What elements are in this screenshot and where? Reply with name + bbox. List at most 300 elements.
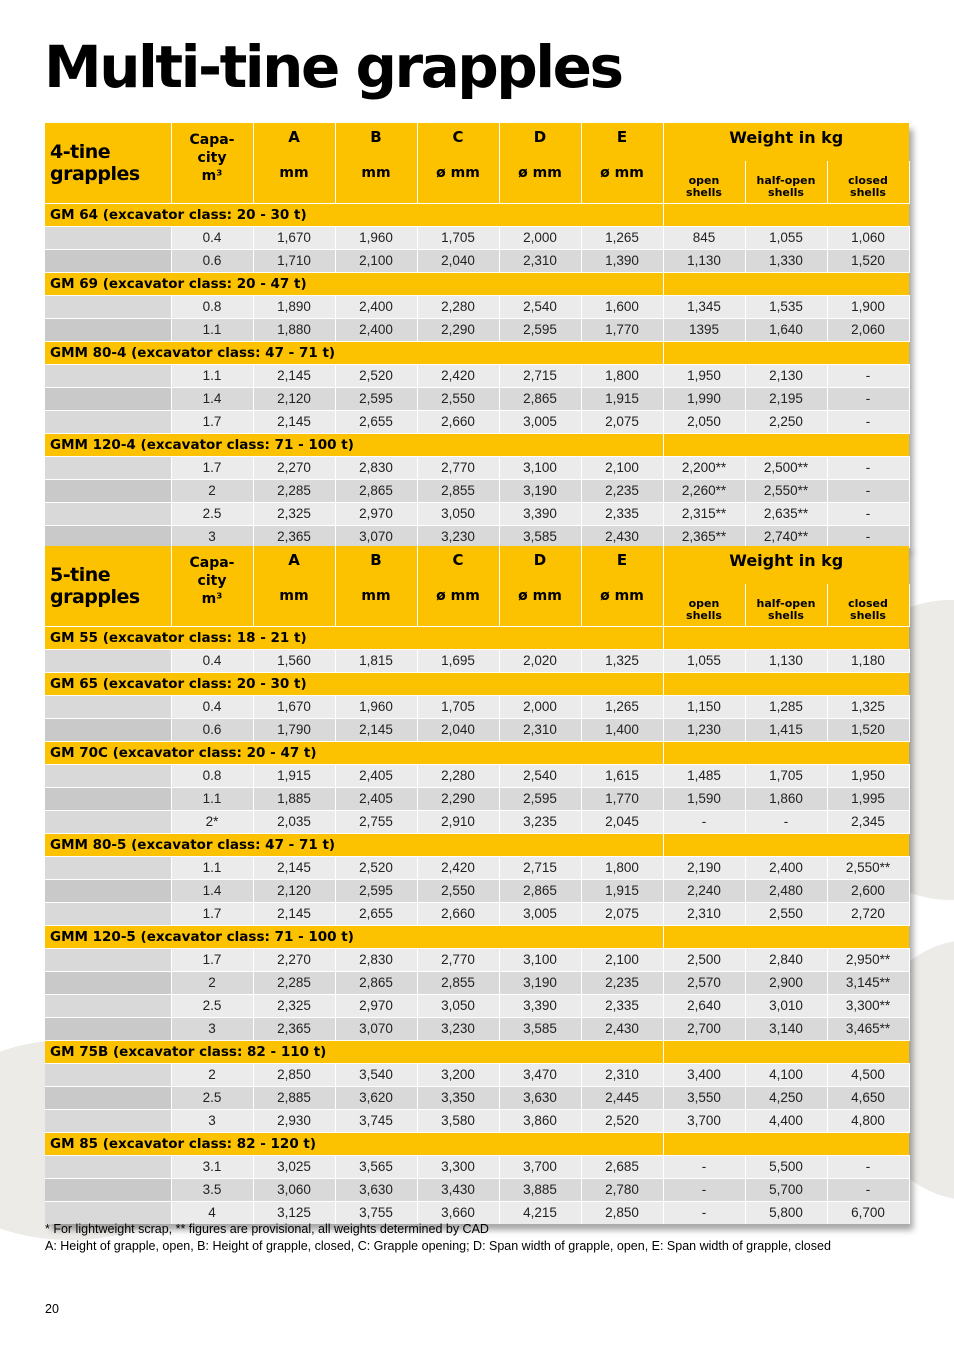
- table-cell: 2,310: [499, 718, 581, 741]
- table-cell: 1,535: [745, 295, 827, 318]
- table-cell: 1,770: [581, 787, 663, 810]
- group-title: GM 69 (excavator class: 20 - 47 t): [45, 272, 663, 295]
- table-cell: 2,235: [581, 479, 663, 502]
- table-cell: 1395: [663, 318, 745, 341]
- dimension-header: [417, 546, 499, 626]
- table-cell: 1,130: [745, 649, 827, 672]
- dimension-unit: ø mm: [600, 587, 644, 604]
- weight-header: [663, 546, 909, 584]
- table-cell: 2,100: [581, 948, 663, 971]
- table-cell: 3,100: [499, 948, 581, 971]
- table-cell: 1.4: [171, 387, 253, 410]
- table-cell: 1,770: [581, 318, 663, 341]
- table-cell: 1,345: [663, 295, 745, 318]
- table-cell: 3,190: [499, 479, 581, 502]
- table-cell: 1,180: [827, 649, 909, 672]
- table-cell: 0.4: [171, 649, 253, 672]
- header-row: [45, 546, 909, 584]
- table-cell: 1,695: [417, 649, 499, 672]
- table-cell: 3,190: [499, 971, 581, 994]
- table-row: [45, 695, 909, 718]
- table-cell: 2,145: [253, 856, 335, 879]
- dimension-unit: ø mm: [436, 164, 480, 181]
- table-cell: 0.6: [171, 718, 253, 741]
- table-cell: 1,670: [253, 226, 335, 249]
- page-number: 20: [45, 1302, 59, 1316]
- table-title: 4-tine grapples: [45, 123, 171, 203]
- table-cell: 2,430: [581, 1017, 663, 1040]
- table-cell: 2,235: [581, 971, 663, 994]
- dimension-header: [581, 123, 663, 203]
- table-cell: 1,330: [745, 249, 827, 272]
- table-cell: 2,550**: [827, 856, 909, 879]
- spec-table: [45, 123, 910, 548]
- table-cell: 1,915: [253, 764, 335, 787]
- group-title: GMM 120-4 (excavator class: 71 - 100 t): [45, 433, 663, 456]
- row-label-cell: [45, 994, 171, 1017]
- table-cell: 2,770: [417, 456, 499, 479]
- group-row: [45, 626, 909, 649]
- row-label-cell: [45, 1063, 171, 1086]
- table-row: [45, 1109, 909, 1132]
- group-fill: [663, 626, 909, 649]
- group-title: GMM 80-5 (excavator class: 47 - 71 t): [45, 833, 663, 856]
- table-cell: 6,700: [827, 1201, 909, 1224]
- table-cell: 1,415: [745, 718, 827, 741]
- table-row: [45, 764, 909, 787]
- table-cell: 2,520: [335, 364, 417, 387]
- group-title: GM 75B (excavator class: 82 - 110 t): [45, 1040, 663, 1063]
- table-cell: 2,520: [335, 856, 417, 879]
- table-cell: 2,145: [335, 718, 417, 741]
- dimension-header: [335, 546, 417, 626]
- weight-subheader: open shells: [663, 161, 745, 203]
- table-cell: 1.1: [171, 787, 253, 810]
- table-cell: 2,100: [581, 456, 663, 479]
- table-row: [45, 971, 909, 994]
- dimension-header: [581, 546, 663, 626]
- table-cell: 2,855: [417, 479, 499, 502]
- table-cell: 1,325: [581, 649, 663, 672]
- table-cell: 2,270: [253, 456, 335, 479]
- table-cell: 2,310: [663, 902, 745, 925]
- dimension-header: [499, 546, 581, 626]
- table-cell: 2,635**: [745, 502, 827, 525]
- table-cell: 2,830: [335, 948, 417, 971]
- table-row: [45, 295, 909, 318]
- table-cell: 2,405: [335, 787, 417, 810]
- dimension-unit: mm: [361, 587, 391, 604]
- table-cell: 3,230: [417, 1017, 499, 1040]
- table-cell: 2,780: [581, 1178, 663, 1201]
- table-cell: 3,050: [417, 994, 499, 1017]
- table-cell: 3,350: [417, 1086, 499, 1109]
- table-cell: 2,855: [417, 971, 499, 994]
- table-cell: 2,430: [581, 525, 663, 548]
- dimension-header: [417, 123, 499, 203]
- table-cell: 2,000: [499, 226, 581, 249]
- table-row: [45, 902, 909, 925]
- table-cell: 1,265: [581, 695, 663, 718]
- table-cell: 2,100: [335, 249, 417, 272]
- table-cell: 1,710: [253, 249, 335, 272]
- table-cell: 1,600: [581, 295, 663, 318]
- table-cell: 2,595: [335, 879, 417, 902]
- table-row: [45, 1017, 909, 1040]
- table-cell: 2,715: [499, 856, 581, 879]
- table-cell: 2,480: [745, 879, 827, 902]
- table-cell: 2,550: [417, 387, 499, 410]
- weight-subheader: closed shells: [827, 161, 909, 203]
- row-label-cell: [45, 226, 171, 249]
- row-label-cell: [45, 948, 171, 971]
- table-cell: 1,390: [581, 249, 663, 272]
- table-cell: -: [827, 364, 909, 387]
- table-cell: 3: [171, 1109, 253, 1132]
- row-label-cell: [45, 810, 171, 833]
- table-cell: 2,445: [581, 1086, 663, 1109]
- dimension-label: B: [370, 551, 382, 569]
- row-label-cell: [45, 879, 171, 902]
- group-row: [45, 433, 909, 456]
- table-cell: -: [745, 810, 827, 833]
- table-cell: 2,720: [827, 902, 909, 925]
- table-cell: 1,915: [581, 879, 663, 902]
- table-cell: 1,800: [581, 856, 663, 879]
- table-cell: 1,900: [827, 295, 909, 318]
- table-cell: 1,520: [827, 249, 909, 272]
- table-cell: 3,540: [335, 1063, 417, 1086]
- table-cell: 3,885: [499, 1178, 581, 1201]
- table-cell: 5,700: [745, 1178, 827, 1201]
- table-cell: -: [827, 456, 909, 479]
- table-cell: 3.1: [171, 1155, 253, 1178]
- weight-header: [663, 123, 909, 161]
- header-row: [45, 123, 909, 161]
- table-cell: 2,885: [253, 1086, 335, 1109]
- table-cell: 3: [171, 525, 253, 548]
- table-cell: 2,050: [663, 410, 745, 433]
- table-cell: 2,420: [417, 364, 499, 387]
- row-label-cell: [45, 1155, 171, 1178]
- table-cell: 1.7: [171, 948, 253, 971]
- table-cell: 1,285: [745, 695, 827, 718]
- table-cell: 4,215: [499, 1201, 581, 1224]
- table-cell: 2,285: [253, 971, 335, 994]
- table-cell: 2,130: [745, 364, 827, 387]
- row-label-cell: [45, 902, 171, 925]
- table-cell: 3,300**: [827, 994, 909, 1017]
- table-cell: 3,125: [253, 1201, 335, 1224]
- table-cell: 3,745: [335, 1109, 417, 1132]
- table-cell: 3,100: [499, 456, 581, 479]
- weight-label: Weight in kg: [729, 128, 844, 147]
- table-cell: 3,585: [499, 1017, 581, 1040]
- table-cell: 1,590: [663, 787, 745, 810]
- group-title: GM 55 (excavator class: 18 - 21 t): [45, 626, 663, 649]
- table-cell: 1,995: [827, 787, 909, 810]
- table-row: [45, 948, 909, 971]
- table-cell: 2,290: [417, 318, 499, 341]
- table-cell: 2,970: [335, 502, 417, 525]
- group-title: GMM 120-5 (excavator class: 71 - 100 t): [45, 925, 663, 948]
- table-cell: 1,230: [663, 718, 745, 741]
- table-cell: 3,700: [499, 1155, 581, 1178]
- row-label-cell: [45, 856, 171, 879]
- table-cell: 2,280: [417, 295, 499, 318]
- table-cell: 1,325: [827, 695, 909, 718]
- table-cell: 2,120: [253, 387, 335, 410]
- table-cell: 2,075: [581, 902, 663, 925]
- group-fill: [663, 433, 909, 456]
- table-cell: 4,250: [745, 1086, 827, 1109]
- table-cell: 2,145: [253, 902, 335, 925]
- table-cell: 2,325: [253, 502, 335, 525]
- table-cell: 2,365**: [663, 525, 745, 548]
- table-cell: 845: [663, 226, 745, 249]
- table-cell: -: [827, 1155, 909, 1178]
- table-cell: 2,685: [581, 1155, 663, 1178]
- table-cell: 3,145**: [827, 971, 909, 994]
- table-cell: -: [827, 502, 909, 525]
- table-cell: 1,800: [581, 364, 663, 387]
- group-row: [45, 925, 909, 948]
- group-fill: [663, 833, 909, 856]
- table-cell: 0.8: [171, 295, 253, 318]
- table-cell: 2,715: [499, 364, 581, 387]
- table-cell: 3,060: [253, 1178, 335, 1201]
- table-cell: 3,005: [499, 902, 581, 925]
- table-cell: 4,100: [745, 1063, 827, 1086]
- table-cell: 2,310: [581, 1063, 663, 1086]
- row-label-cell: [45, 695, 171, 718]
- table-cell: -: [663, 1178, 745, 1201]
- table-row: [45, 1155, 909, 1178]
- table-cell: 2,660: [417, 410, 499, 433]
- table-cell: 1,560: [253, 649, 335, 672]
- table-cell: 2,850: [253, 1063, 335, 1086]
- table-row: [45, 1178, 909, 1201]
- dimension-label: A: [288, 128, 300, 146]
- group-fill: [663, 1040, 909, 1063]
- row-label-cell: [45, 1109, 171, 1132]
- table-cell: 2,035: [253, 810, 335, 833]
- group-row: [45, 741, 909, 764]
- row-label-cell: [45, 387, 171, 410]
- table-cell: 1,615: [581, 764, 663, 787]
- table-cell: 2,865: [499, 879, 581, 902]
- table-cell: 1,705: [417, 226, 499, 249]
- table-cell: 2: [171, 479, 253, 502]
- table-row: [45, 649, 909, 672]
- weight-subheader: half-open shells: [745, 584, 827, 626]
- table-cell: 2.5: [171, 502, 253, 525]
- table-cell: 2,200**: [663, 456, 745, 479]
- table-cell: 1,885: [253, 787, 335, 810]
- footnotes: [45, 1221, 831, 1255]
- weight-subheader: open shells: [663, 584, 745, 626]
- table-row: [45, 364, 909, 387]
- table-cell: 1,520: [827, 718, 909, 741]
- table-cell: 2,540: [499, 295, 581, 318]
- group-title: GM 85 (excavator class: 82 - 120 t): [45, 1132, 663, 1155]
- table-cell: 2,910: [417, 810, 499, 833]
- table-cell: 2,020: [499, 649, 581, 672]
- row-label-cell: [45, 318, 171, 341]
- table-cell: 1,790: [253, 718, 335, 741]
- group-row: [45, 833, 909, 856]
- table-row: [45, 249, 909, 272]
- table-cell: 1.7: [171, 902, 253, 925]
- table-cell: 3,580: [417, 1109, 499, 1132]
- dimension-header: [253, 546, 335, 626]
- table-row: [45, 879, 909, 902]
- table-cell: -: [663, 1155, 745, 1178]
- table-cell: 4,500: [827, 1063, 909, 1086]
- table-cell: 2,595: [335, 387, 417, 410]
- table-cell: 5,500: [745, 1155, 827, 1178]
- table-cell: 2,400: [745, 856, 827, 879]
- table-cell: 1.1: [171, 318, 253, 341]
- table-cell: 1,960: [335, 226, 417, 249]
- table-title: 5-tine grapples: [45, 546, 171, 626]
- table-cell: 3,070: [335, 525, 417, 548]
- table-cell: 2,250: [745, 410, 827, 433]
- table-cell: 1,990: [663, 387, 745, 410]
- table-cell: 2,540: [499, 764, 581, 787]
- table-cell: 2,655: [335, 902, 417, 925]
- table-cell: 3,140: [745, 1017, 827, 1040]
- table-row: [45, 1063, 909, 1086]
- group-fill: [663, 1132, 909, 1155]
- table-cell: 4,400: [745, 1109, 827, 1132]
- table-cell: 2,595: [499, 787, 581, 810]
- table-cell: 3,390: [499, 502, 581, 525]
- group-row: [45, 203, 909, 226]
- table-cell: 3,070: [335, 1017, 417, 1040]
- table-cell: 2,865: [335, 479, 417, 502]
- capacity-header: Capa- city m³: [171, 546, 253, 626]
- table-cell: 2,770: [417, 948, 499, 971]
- dimension-label: C: [452, 551, 464, 569]
- table-cell: 2,420: [417, 856, 499, 879]
- table-cell: 0.4: [171, 695, 253, 718]
- table-cell: 1,860: [745, 787, 827, 810]
- table-cell: 2,365: [253, 525, 335, 548]
- table-cell: 2,600: [827, 879, 909, 902]
- dimension-header: [335, 123, 417, 203]
- row-label-cell: [45, 1017, 171, 1040]
- table-row: [45, 479, 909, 502]
- table-cell: 2,850: [581, 1201, 663, 1224]
- table-cell: 3,630: [499, 1086, 581, 1109]
- group-row: [45, 272, 909, 295]
- table-row: [45, 387, 909, 410]
- row-label-cell: [45, 410, 171, 433]
- row-label-cell: [45, 1086, 171, 1109]
- group-fill: [663, 741, 909, 764]
- table-cell: 2,840: [745, 948, 827, 971]
- table-row: [45, 456, 909, 479]
- table-cell: 3,230: [417, 525, 499, 548]
- weight-subheader: closed shells: [827, 584, 909, 626]
- table-cell: 2,520: [581, 1109, 663, 1132]
- row-label-cell: [45, 295, 171, 318]
- footnote-asterisk: * For lightweight scrap, ** figures are provisional, all weights determined by CAD: [45, 1222, 489, 1236]
- group-row: [45, 672, 909, 695]
- table-cell: 2*: [171, 810, 253, 833]
- group-fill: [663, 272, 909, 295]
- table-cell: 0.8: [171, 764, 253, 787]
- dimension-unit: ø mm: [600, 164, 644, 181]
- table-cell: 1.1: [171, 856, 253, 879]
- table-cell: 2,310: [499, 249, 581, 272]
- table-cell: 2,640: [663, 994, 745, 1017]
- weight-subheader: half-open shells: [745, 161, 827, 203]
- table-cell: 3,235: [499, 810, 581, 833]
- table-cell: 2,040: [417, 249, 499, 272]
- row-label-cell: [45, 249, 171, 272]
- table-cell: 2,550: [417, 879, 499, 902]
- five-tine-table: [45, 546, 907, 1224]
- table-cell: 2,660: [417, 902, 499, 925]
- table-cell: 3,630: [335, 1178, 417, 1201]
- table-cell: 1,815: [335, 649, 417, 672]
- table-cell: 3,470: [499, 1063, 581, 1086]
- table-cell: 1,265: [581, 226, 663, 249]
- dimension-unit: mm: [279, 164, 309, 181]
- table-cell: 2,930: [253, 1109, 335, 1132]
- table-cell: 1,670: [253, 695, 335, 718]
- table-cell: 2,315**: [663, 502, 745, 525]
- table-cell: 2,290: [417, 787, 499, 810]
- table-cell: 2,045: [581, 810, 663, 833]
- table-cell: 2,500: [663, 948, 745, 971]
- table-cell: 3,400: [663, 1063, 745, 1086]
- table-cell: 2,865: [335, 971, 417, 994]
- table-row: [45, 718, 909, 741]
- table-cell: 2.5: [171, 1086, 253, 1109]
- table-cell: 2.5: [171, 994, 253, 1017]
- table-cell: 0.4: [171, 226, 253, 249]
- table-cell: 3,050: [417, 502, 499, 525]
- table-cell: 2,195: [745, 387, 827, 410]
- table-cell: -: [827, 479, 909, 502]
- table-cell: 1,060: [827, 226, 909, 249]
- table-row: [45, 856, 909, 879]
- dimension-unit: ø mm: [518, 164, 562, 181]
- capacity-header: Capa- city m³: [171, 123, 253, 203]
- table-cell: 1.4: [171, 879, 253, 902]
- table-cell: 2,335: [581, 502, 663, 525]
- group-fill: [663, 341, 909, 364]
- table-cell: 3,390: [499, 994, 581, 1017]
- row-label-cell: [45, 787, 171, 810]
- table-cell: 3: [171, 1017, 253, 1040]
- table-row: [45, 502, 909, 525]
- dimension-unit: mm: [361, 164, 391, 181]
- table-cell: 2,145: [253, 410, 335, 433]
- row-label-cell: [45, 456, 171, 479]
- table-cell: 4: [171, 1201, 253, 1224]
- table-cell: 2,755: [335, 810, 417, 833]
- table-cell: 1,055: [745, 226, 827, 249]
- group-row: [45, 1132, 909, 1155]
- table-cell: 1,130: [663, 249, 745, 272]
- table-cell: -: [827, 410, 909, 433]
- table-cell: 2,075: [581, 410, 663, 433]
- table-cell: 3,755: [335, 1201, 417, 1224]
